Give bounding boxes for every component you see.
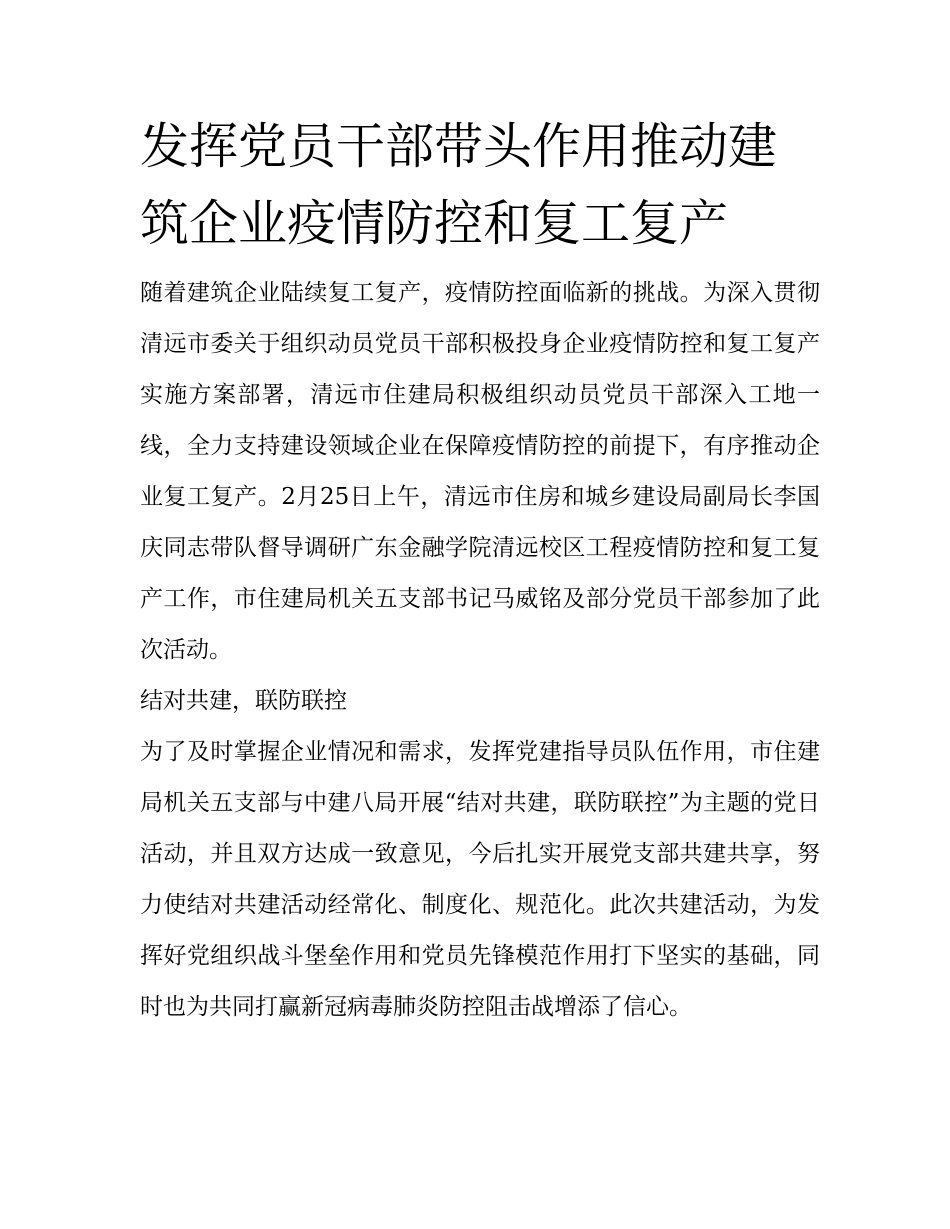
section-paragraph: 为了及时掌握企业情况和需求，发挥党建指导员队伍作用，市住建局机关五支部与中建八局开展“结对共建，联防联控”为主题的党日活动，并且双方达成一致意见，今后扎实开展党支部共建共享，努力使结对共建活动经常化、制度化、规范化。此次共建活动，为发挥好党组织战斗堡垒作用和党员先锋模范作用打下坚实的基础，同时也为共同打赢新冠病毒肺炎防控阻击战增添了信心。 (140, 739, 820, 1020)
intro-paragraph: 随着建筑企业陆续复工复产，疫情防控面临新的挑战。为深入贯彻清远市委关于组织动员党员干部积极投身企业疫情防控和复工复产实施方案部署，清远市住建局积极组织动员党员干部深入工地一线，全力支持建设领域企业在保障疫情防控的前提下，有序推动企业复工复产。2月25日上午，清远市住房和城乡建设局副局长李国庆同志带队督导调研广东金融学院清远校区工程疫情防控和复工复产工作，市住建局机关五支部书记马威铭及部分党员干部参加了此次活动。 (140, 280, 820, 663)
document-title: 发挥党员干部带头作用推动建筑企业疫情防控和复工复产 (140, 118, 778, 252)
section-heading: 结对共建，联防联控 (140, 688, 347, 714)
document-page (140, 108, 820, 1033)
